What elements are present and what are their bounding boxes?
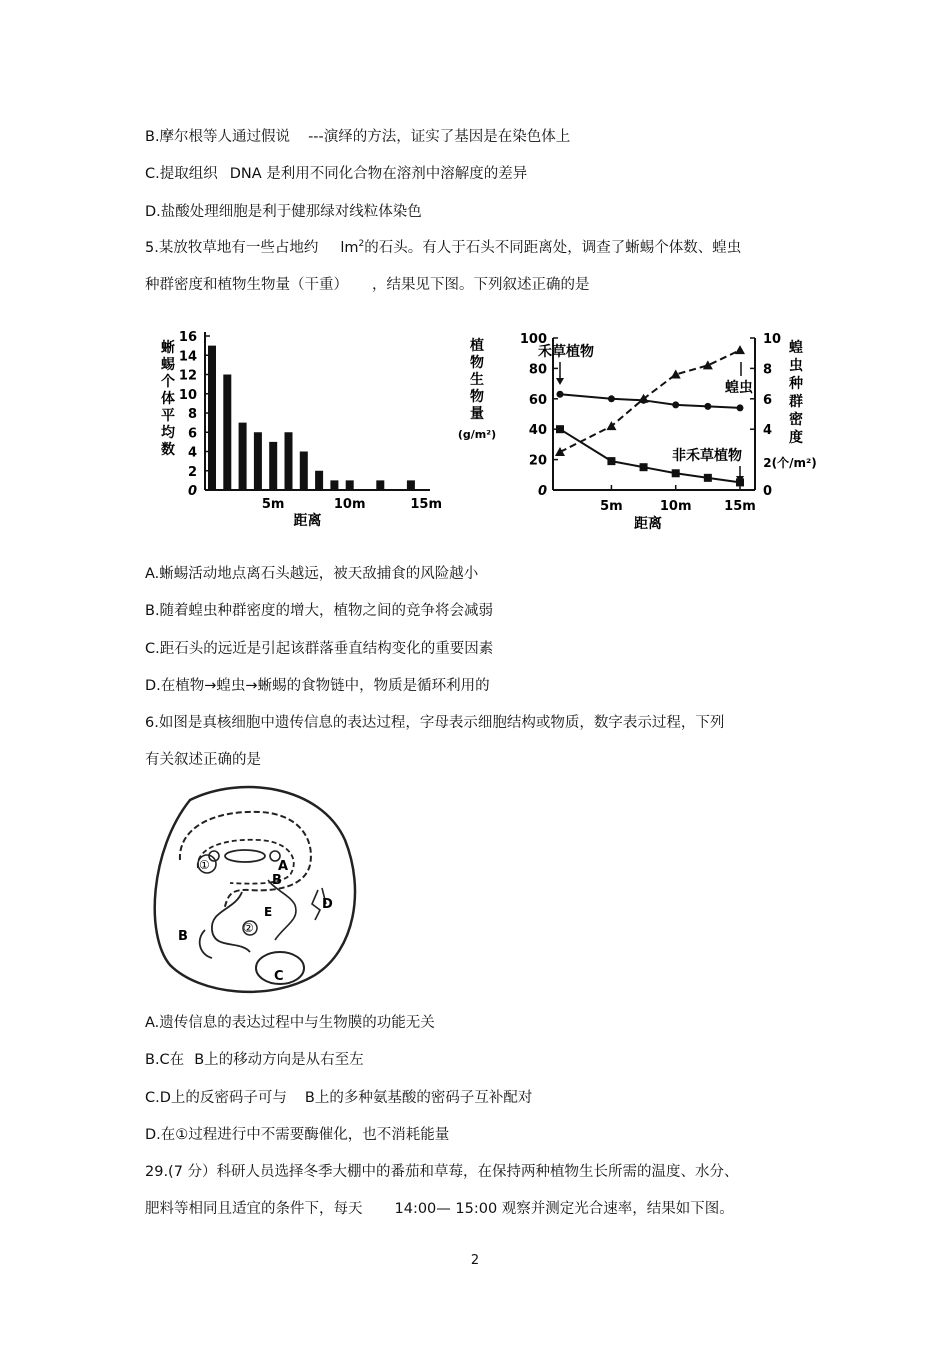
series-label-locust: 蝗虫 xyxy=(725,380,753,396)
text: C.D上的反密码子可与 xyxy=(145,1090,287,1106)
question-5-charts xyxy=(0,0,950,560)
right-tick-label: 0 xyxy=(763,484,773,499)
bar xyxy=(254,432,262,490)
gene-expression-cell-diagram xyxy=(150,780,365,1000)
text: ---演绎的方法，证实了基因是在染色体上 xyxy=(308,129,571,145)
x-tick-label: 10m xyxy=(333,497,366,512)
bar xyxy=(330,480,338,490)
bar xyxy=(208,346,216,490)
point-circle xyxy=(737,404,744,411)
text: 5.某放牧草地有一些占地约 xyxy=(145,240,319,256)
text: B.摩尔根等人通过假说 xyxy=(145,129,291,145)
x-tick-label: 5m xyxy=(261,497,285,512)
label-c: C xyxy=(274,969,284,984)
lizard-bar-chart xyxy=(161,330,442,529)
point-square xyxy=(640,463,648,471)
text: A.遗传信息的表达过程中与生物膜的功能无关 xyxy=(145,1015,435,1031)
point-triangle xyxy=(555,447,565,456)
left-tick-label: 60 xyxy=(528,392,547,408)
x-tick-label: 15m xyxy=(724,499,756,514)
label-circle-1: ① xyxy=(199,858,210,872)
x-axis-label: 距离 xyxy=(293,513,322,529)
y-tick-label: 12 xyxy=(178,368,197,384)
label-b-outer: B xyxy=(178,929,188,944)
arrow-grass-head xyxy=(556,378,564,385)
question-6-stem xyxy=(145,714,724,732)
point-square xyxy=(672,469,680,477)
question-6-stem-2 xyxy=(145,751,261,769)
text: D.在植物→蝗虫→蜥蜴的食物链中，物质是循环利用的 xyxy=(145,678,490,694)
text: B上的多种氨基酸的密码子互补配对 xyxy=(304,1090,533,1106)
q5-option-b xyxy=(145,602,493,620)
text: ，结果见下图。下列叙述正确的是 xyxy=(372,277,590,293)
label-d: D xyxy=(322,897,333,912)
text: B上的移动方向是从右至左 xyxy=(194,1052,364,1068)
left-tick-label: 100 xyxy=(519,332,547,347)
text: 29.(7 分）科研人员选择冬季大棚中的番茄和草莓，在保持两种植物生长所需的温度、水分、 xyxy=(145,1164,739,1180)
point-circle xyxy=(704,403,711,410)
y-axis-label: 蜥蜴个体平均数 xyxy=(161,340,175,458)
page-number: 2 xyxy=(470,1253,480,1268)
left-tick-label: 40 xyxy=(528,423,547,439)
superscript: 2 xyxy=(358,239,365,249)
q5-option-c xyxy=(145,640,493,658)
question-29-stem xyxy=(145,1163,739,1181)
dna-chromosome xyxy=(198,850,280,873)
bar xyxy=(346,480,354,490)
text: 有关叙述正确的是 xyxy=(145,752,261,768)
y-tick-label: 16 xyxy=(178,330,197,345)
text: D.盐酸处理细胞是利于健那绿对线粒体染色 xyxy=(145,204,422,220)
point-triangle xyxy=(735,345,745,354)
text: C.距石头的远近是引起该群落垂直结构变化的重要因素 xyxy=(145,641,494,657)
text: 种群密度和植物生物量（干重） xyxy=(145,277,348,293)
right-tick-label: 4 xyxy=(763,423,773,439)
q6-option-a xyxy=(145,1014,435,1032)
series-label-nongrass: 非禾草植物 xyxy=(672,448,742,464)
y-tick-label: 8 xyxy=(187,407,197,422)
x-axis-label: 距离 xyxy=(634,516,662,532)
point-square xyxy=(556,425,564,433)
text: 14:00— 15:00 观察并测定光合速率，结果如下图。 xyxy=(394,1201,734,1217)
text: D.在①过程进行中不需要酶催化，也不消耗能量 xyxy=(145,1127,450,1143)
y-tick-label: 0 xyxy=(187,484,197,499)
point-circle xyxy=(557,391,564,398)
x-tick-label: 5m xyxy=(600,499,623,514)
label-e: E xyxy=(264,905,273,919)
right-axis-label: 蝗虫种群密度 2(个/m²) xyxy=(763,340,817,470)
bar xyxy=(300,452,308,491)
bar xyxy=(269,442,277,490)
left-axis-label: 植物生物量(g/m²) xyxy=(457,338,497,441)
label-a: A xyxy=(278,859,289,874)
text: A.蜥蜴活动地点离石头越远，被天敌捕食的风险越小 xyxy=(145,566,479,582)
point-triangle xyxy=(703,360,713,369)
y-tick-label: 2 xyxy=(187,464,197,480)
bar xyxy=(223,375,231,491)
mrna-strand-b xyxy=(200,930,212,958)
text: lm xyxy=(340,240,359,256)
text: C.提取组织 xyxy=(145,166,218,182)
q6-option-d xyxy=(145,1126,449,1144)
left-tick-label: 80 xyxy=(528,362,547,378)
left-tick-label: 20 xyxy=(528,453,547,469)
point-circle xyxy=(608,395,615,402)
text: 肥料等相同且适宜的条件下，每天 xyxy=(145,1201,363,1217)
bar xyxy=(239,423,247,490)
point-square xyxy=(607,457,615,465)
x-tick-label: 15m xyxy=(410,497,443,512)
right-tick-label: 8 xyxy=(763,362,773,378)
right-tick-label: 10 xyxy=(763,332,782,347)
x-tick-label: 10m xyxy=(659,499,692,514)
text: 的石头。有人于石头不同距离处，调查了蜥蜴个体数、蝗虫 xyxy=(364,240,742,256)
right-tick-label: 6 xyxy=(763,392,773,408)
y-tick-label: 10 xyxy=(178,387,197,403)
bar xyxy=(285,432,293,490)
bar xyxy=(315,471,323,490)
label-b-inner: B xyxy=(272,873,282,888)
point-triangle xyxy=(606,421,616,430)
q6-option-c xyxy=(145,1089,532,1107)
text: DNA 是利用不同化合物在溶剂中溶解度的差异 xyxy=(229,166,528,182)
bar xyxy=(376,480,384,490)
q5-option-a xyxy=(145,565,478,583)
text: B.C在 xyxy=(145,1052,185,1068)
plant-locust-line-chart xyxy=(458,332,817,532)
label-circle-2: ② xyxy=(243,921,254,935)
point-square xyxy=(704,474,712,482)
question-29-stem-2 xyxy=(145,1200,734,1218)
text: 6.如图是真核细胞中遗传信息的表达过程，字母表示细胞结构或物质，数字表示过程，下列 xyxy=(145,715,725,731)
y-tick-label: 6 xyxy=(187,426,197,442)
series-label-grass: 禾草植物 xyxy=(538,344,594,360)
y-tick-label: 4 xyxy=(187,445,197,461)
q6-option-b xyxy=(145,1051,364,1069)
bar xyxy=(407,480,415,490)
text: B.随着蝗虫种群密度的增大，植物之间的竞争将会减弱 xyxy=(145,603,494,619)
point-circle xyxy=(672,401,679,408)
left-tick-label: 0 xyxy=(537,484,547,499)
q5-option-d xyxy=(145,677,490,695)
y-tick-label: 14 xyxy=(178,349,197,365)
series-line xyxy=(560,394,740,408)
